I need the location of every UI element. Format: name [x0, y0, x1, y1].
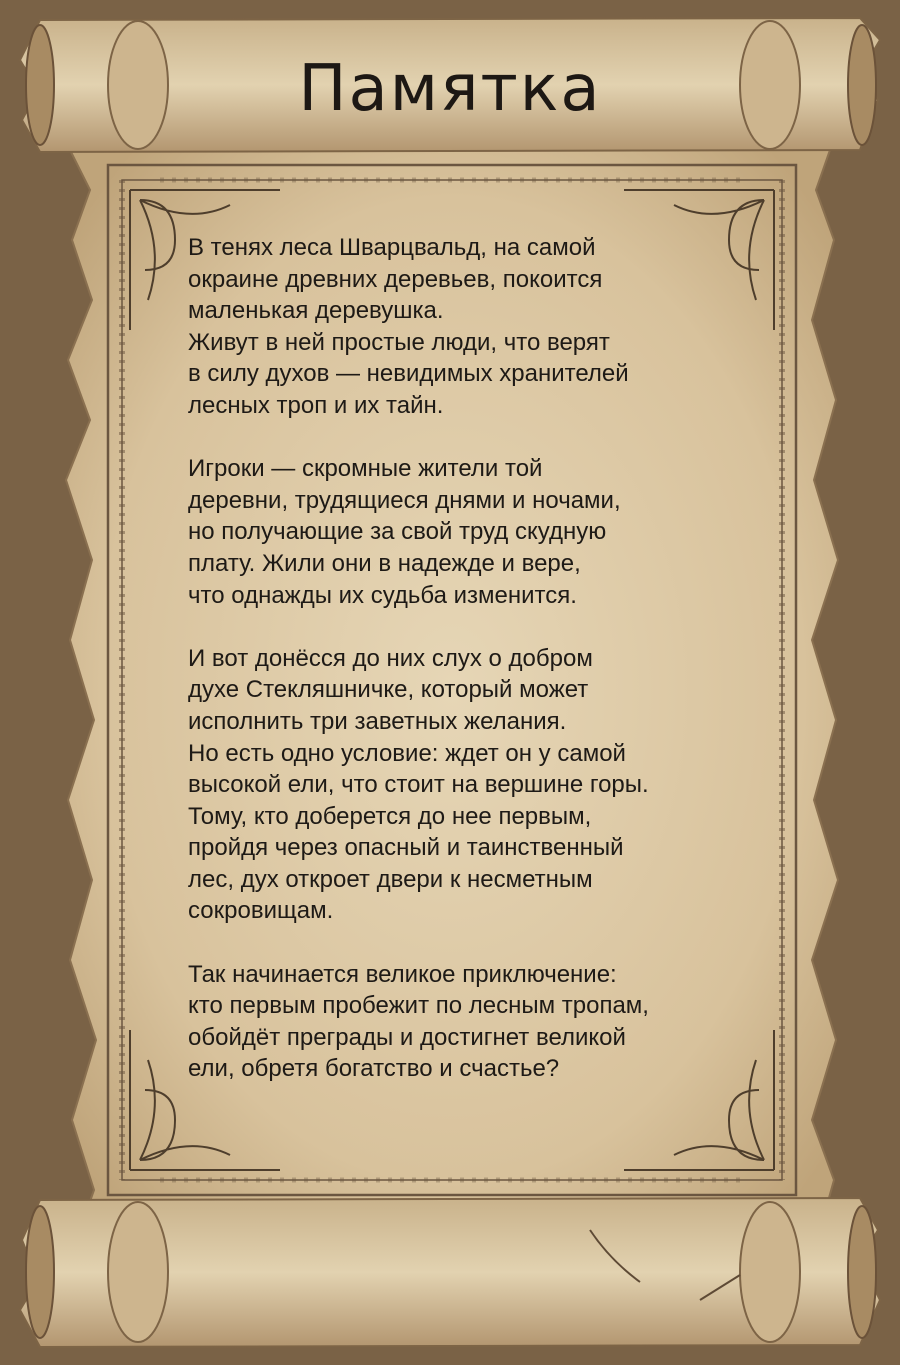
story-text — [188, 232, 768, 1085]
page-title: Памятка — [298, 52, 602, 126]
paragraph-1: В тенях леса Шварцвальд, на самой окраине древних деревьев, покоится маленькая деревушка. Живут в ней простые люди, что верят в силу духов — невидимых хранителей лесных троп и их тайн. — [188, 234, 629, 419]
bottom-roll — [20, 1198, 880, 1347]
paragraph-3: И вот донёсся до них слух о добром духе Стекляшничке, который может исполнить три заветных желания. Но есть одно условие: ждет он у самой высокой ели, что стоит на вершине горы. Тому, кто доберется до нее первым, пройдя через опасный и таинственный лес, дух откроет двери к несметным сокровищам. — [188, 644, 649, 925]
paragraph-2: Игроки — скромные жители той деревни, трудящиеся днями и ночами, но получающие за свой труд скудную плату. Жили они в надежде и вере, что однажды их судьба изменится. — [188, 455, 621, 609]
paragraph-4: Так начинается великое приключение: кто первым пробежит по лесным тропам, обойдёт преграды и достигнет великой ели, обретя богатство и счастье? — [188, 960, 649, 1083]
